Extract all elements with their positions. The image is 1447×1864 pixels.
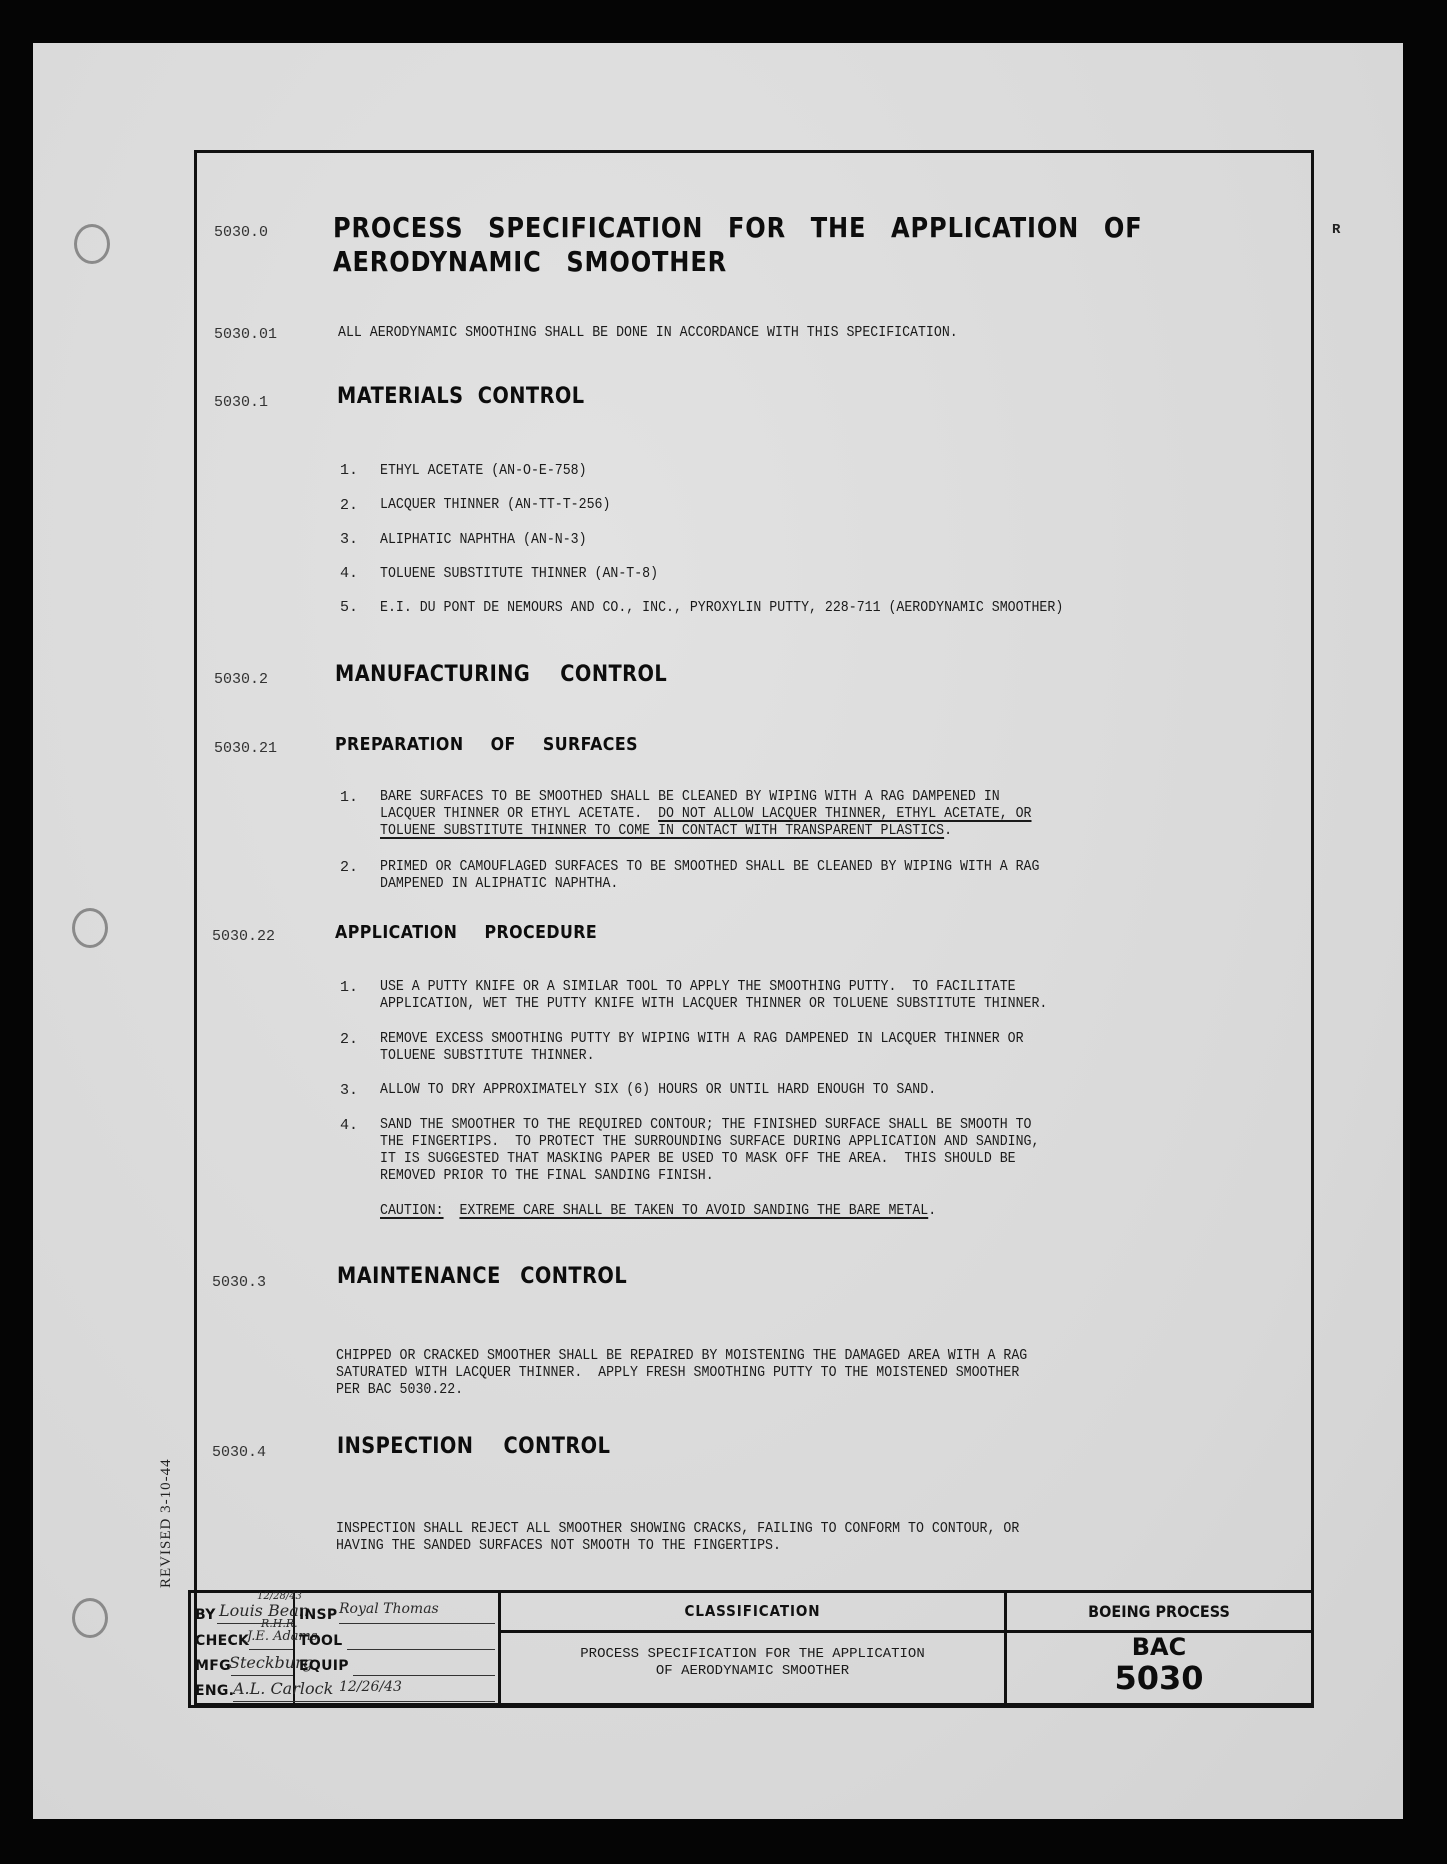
signature-line xyxy=(353,1675,495,1676)
procedure-step-line: THE FINGERTIPS. TO PROTECT THE SURROUNDING SURFACE DURING APPLICATION AND SANDING, xyxy=(380,1134,1040,1150)
material-item: TOLUENE SUBSTITUTE THINNER (AN-T-8) xyxy=(380,566,659,582)
page-title-line1: PROCESS SPECIFICATION FOR THE APPLICATION OF xyxy=(333,211,1143,244)
bac-label: BAC xyxy=(1131,1633,1187,1661)
material-item: ALIPHATIC NAPHTHA (AN-N-3) xyxy=(380,532,587,548)
section-number-maintenance: 5030.3 xyxy=(212,1274,267,1291)
heading-inspection-control: INSPECTION CONTROL xyxy=(337,1434,611,1459)
tool-label: TOOL xyxy=(299,1633,343,1649)
classification-label: CLASSIFICATION xyxy=(684,1602,821,1620)
by-date: 12/28/43 xyxy=(257,1591,302,1602)
section-number-title: 5030.0 xyxy=(214,224,269,241)
heading-manufacturing-control: MANUFACTURING CONTROL xyxy=(335,662,668,687)
classification-description-line1: PROCESS SPECIFICATION FOR THE APPLICATION xyxy=(580,1646,925,1662)
eng-label: ENG. xyxy=(195,1683,235,1699)
list-item-number: 1. xyxy=(340,789,359,806)
mfg-signature: Steckburg xyxy=(229,1653,313,1672)
maintenance-text-line: PER BAC 5030.22. xyxy=(336,1382,464,1398)
caution-note xyxy=(380,1203,936,1220)
title-block xyxy=(188,1590,1314,1708)
list-item-number: 4. xyxy=(340,1117,359,1134)
heading-materials-control: MATERIALS CONTROL xyxy=(337,384,585,409)
scope-text: ALL AERODYNAMIC SMOOTHING SHALL BE DONE IN ACCORDANCE WITH THIS SPECIFICATION. xyxy=(338,325,958,341)
classification-description-line2: OF AERODYNAMIC SMOOTHER xyxy=(655,1663,850,1679)
maintenance-text-line: SATURATED WITH LACQUER THINNER. APPLY FRESH SMOOTHING PUTTY TO THE MOISTENED SMOOTHER xyxy=(336,1365,1020,1381)
preparation-item-2-line1: PRIMED OR CAMOUFLAGED SURFACES TO BE SMOOTHED SHALL BE CLEANED BY WIPING WITH A RAG xyxy=(380,859,1040,875)
boeing-process-label: BOEING PROCESS xyxy=(1088,1602,1230,1621)
check-initials: R.H.R. xyxy=(261,1617,298,1630)
section-number-preparation: 5030.21 xyxy=(214,740,278,757)
list-item-number: 5. xyxy=(340,599,359,616)
procedure-step-line: ALLOW TO DRY APPROXIMATELY SIX (6) HOURS OR UNTIL HARD ENOUGH TO SAND. xyxy=(380,1082,937,1098)
punctuation: . xyxy=(944,823,953,839)
list-item-number: 2. xyxy=(340,1031,359,1048)
caution-text: EXTREME CARE SHALL BE TAKEN TO AVOID SANDING THE BARE METAL xyxy=(459,1203,929,1219)
preparation-item-2-line2: DAMPENED IN ALIPHATIC NAPHTHA. xyxy=(380,876,619,892)
by-signature: Louis Bean xyxy=(219,1601,310,1620)
insp-signature: Royal Thomas xyxy=(339,1601,439,1617)
list-item-number: 2. xyxy=(340,497,359,514)
procedure-step-line: APPLICATION, WET THE PUTTY KNIFE WITH LACQUER THINNER OR TOLUENE SUBSTITUTE THINNER. xyxy=(380,996,1048,1012)
material-item: E.I. DU PONT DE NEMOURS AND CO., INC., PYROXYLIN PUTTY, 228-711 (AERODYNAMIC SMOOTHER) xyxy=(380,600,1064,616)
list-item-number: 2. xyxy=(340,859,359,876)
material-item: LACQUER THINNER (AN-TT-T-256) xyxy=(380,497,611,513)
by-label: BY xyxy=(195,1607,216,1623)
check-signature: J.E. Adams xyxy=(247,1629,318,1644)
preparation-item-1-line3 xyxy=(380,823,952,840)
section-number-materials: 5030.1 xyxy=(214,394,269,411)
signature-line xyxy=(339,1623,495,1624)
bac-number: 5030 xyxy=(1114,1659,1204,1697)
procedure-step-line: TOLUENE SUBSTITUTE THINNER. xyxy=(380,1048,595,1064)
section-number-scope: 5030.01 xyxy=(214,326,278,343)
eng-signature: A.L. Carlock xyxy=(233,1679,334,1698)
section-number-inspection: 5030.4 xyxy=(212,1444,267,1461)
check-label: CHECK xyxy=(195,1633,250,1649)
heading-application-procedure: APPLICATION PROCEDURE xyxy=(335,922,598,943)
warning-underlined-text: DO NOT ALLOW LACQUER THINNER, ETHYL ACETATE, OR xyxy=(658,806,1032,822)
material-item: ETHYL ACETATE (AN-O-E-758) xyxy=(380,463,587,479)
list-item-number: 3. xyxy=(340,1082,359,1099)
preparation-item-1-line2 xyxy=(380,806,1032,823)
preparation-item-1-line1: BARE SURFACES TO BE SMOOTHED SHALL BE CLEANED BY WIPING WITH A RAG DAMPENED IN xyxy=(380,789,1000,805)
punch-hole-middle xyxy=(72,908,108,948)
punch-hole-top xyxy=(74,224,110,264)
list-item-number: 4. xyxy=(340,565,359,582)
section-number-application: 5030.22 xyxy=(212,928,276,945)
eng-date: 12/26/43 xyxy=(339,1679,402,1695)
list-item-number: 1. xyxy=(340,979,359,996)
insp-label: INSP xyxy=(299,1607,338,1623)
list-item-number: 3. xyxy=(340,531,359,548)
procedure-step-line: USE A PUTTY KNIFE OR A SIMILAR TOOL TO APPLY THE SMOOTHING PUTTY. TO FACILITATE xyxy=(380,979,1016,995)
heading-maintenance-control: MAINTENANCE CONTROL xyxy=(337,1264,628,1289)
warning-underlined-text: TOLUENE SUBSTITUTE THINNER TO COME IN CONTACT WITH TRANSPARENT PLASTICS xyxy=(380,823,945,839)
revised-stamp: REVISED 3-10-44 xyxy=(158,1458,174,1588)
revision-marker: R xyxy=(1332,222,1341,238)
page-title-line2: AERODYNAMIC SMOOTHER xyxy=(333,245,728,278)
caution-label: CAUTION: xyxy=(380,1203,444,1219)
signature-line xyxy=(347,1649,495,1650)
list-item-number: 1. xyxy=(340,462,359,479)
mfg-label: MFG xyxy=(195,1658,231,1674)
signature-line xyxy=(249,1649,293,1650)
signature-line xyxy=(233,1701,495,1702)
signature-line xyxy=(231,1675,293,1676)
inspection-text-line: INSPECTION SHALL REJECT ALL SMOOTHER SHOWING CRACKS, FAILING TO CONFORM TO CONTOUR, OR xyxy=(336,1521,1020,1537)
punctuation: . xyxy=(928,1203,937,1219)
equip-label: EQUIP xyxy=(299,1658,349,1674)
preparation-item-1-text: LACQUER THINNER OR ETHYL ACETATE. xyxy=(380,806,659,822)
heading-preparation-of-surfaces: PREPARATION OF SURFACES xyxy=(335,734,638,755)
inspection-text-line: HAVING THE SANDED SURFACES NOT SMOOTH TO THE FINGERTIPS. xyxy=(336,1538,781,1554)
maintenance-text-line: CHIPPED OR CRACKED SMOOTHER SHALL BE REPAIRED BY MOISTENING THE DAMAGED AREA WITH A RAG xyxy=(336,1348,1028,1364)
procedure-step-line: SAND THE SMOOTHER TO THE REQUIRED CONTOUR; THE FINISHED SURFACE SHALL BE SMOOTH TO xyxy=(380,1117,1032,1133)
procedure-step-line: REMOVE EXCESS SMOOTHING PUTTY BY WIPING WITH A RAG DAMPENED IN LACQUER THINNER OR xyxy=(380,1031,1024,1047)
section-number-manufacturing: 5030.2 xyxy=(214,671,269,688)
procedure-step-line: REMOVED PRIOR TO THE FINAL SANDING FINISH. xyxy=(380,1168,714,1184)
procedure-step-line: IT IS SUGGESTED THAT MASKING PAPER BE USED TO MASK OFF THE AREA. THIS SHOULD BE xyxy=(380,1151,1016,1167)
punch-hole-bottom xyxy=(72,1598,108,1638)
